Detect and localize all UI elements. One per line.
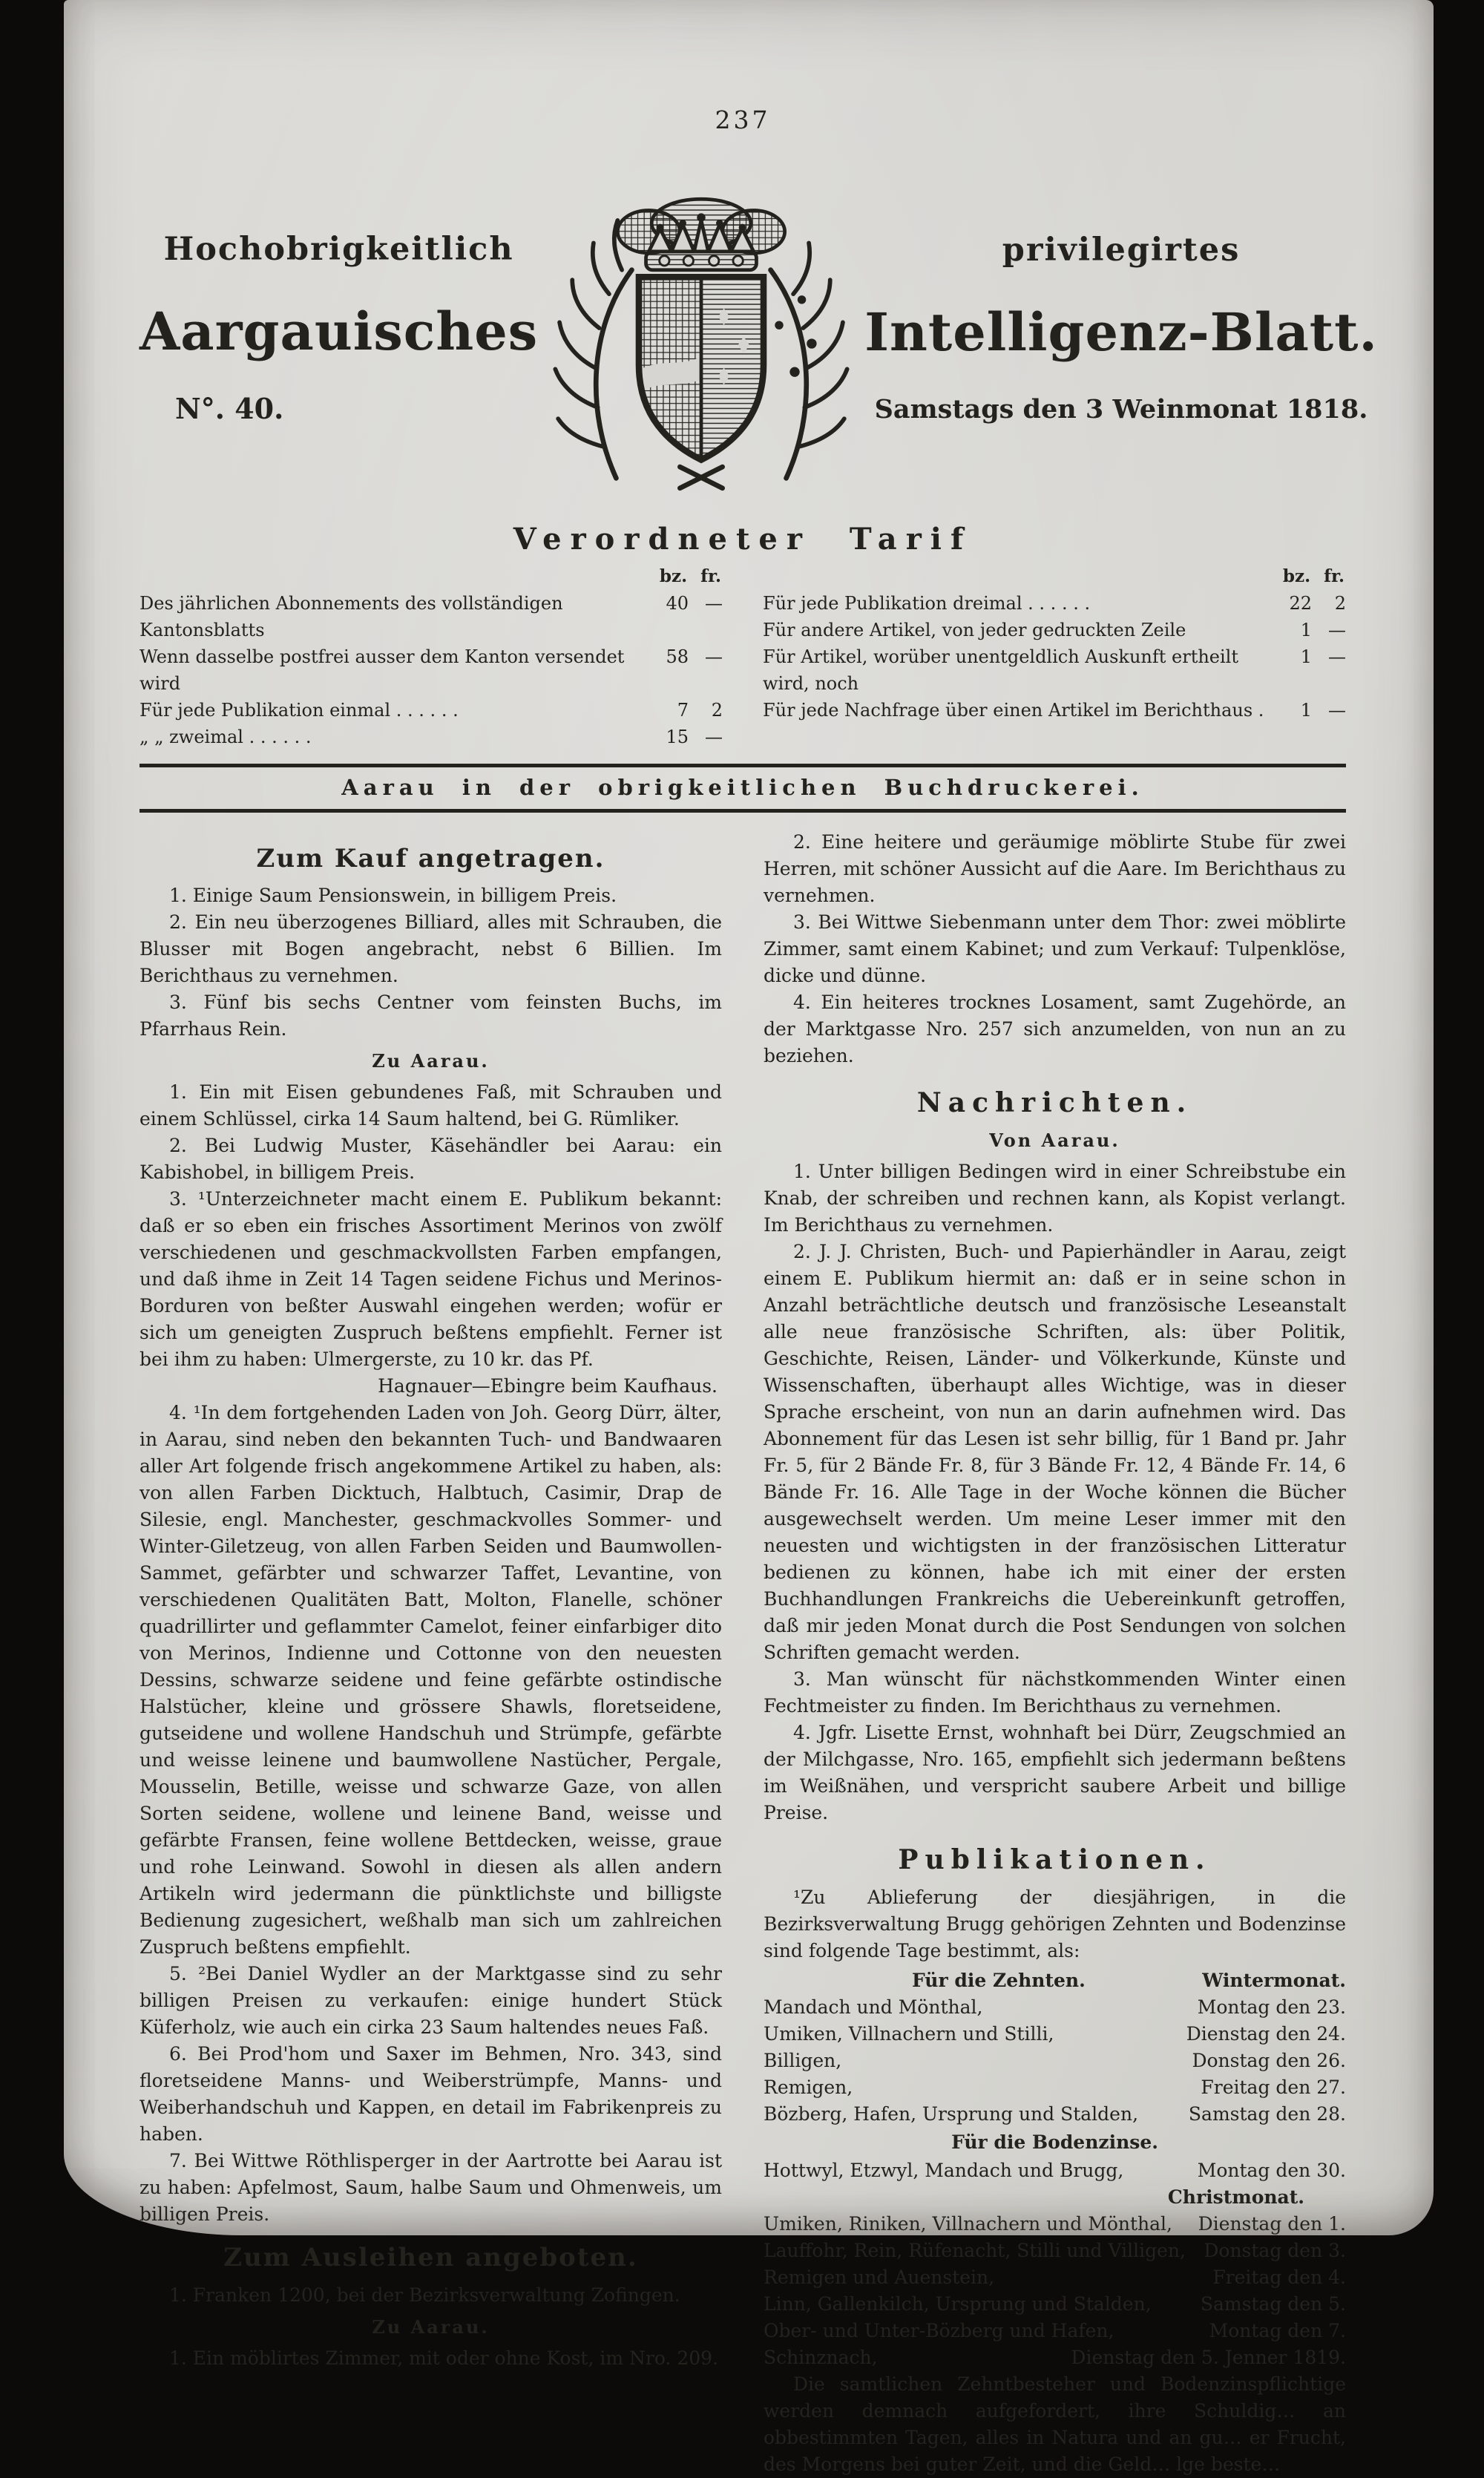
masthead-title-left: Aargauisches <box>139 301 539 362</box>
imprint-banner <box>139 764 1346 813</box>
issue-number: N°. 40. <box>175 392 284 425</box>
block-text: 4. ¹In dem fortgehenden Laden von Joh. Georg Dürr, älter, in Aarau, sind neben den bekannten Tuch- und Bandwaaren aller Art folgende frisch angekommene Artikel zu haben, als: von allen Farben Dicktuch, Halbtuch, Casimir, Drap de Silesie, engl. Manchester, geschmackvolles Sommer- und Winter-Giletzeug, von allen Farben Seiden und Baumwollen-Sammet, gefärbter und schwarzer Taffet, Levantine, von verschiedenen Qualitäten Batt, Molton, Flanelle, schöner quadrillirter und geflammter Camelot, feiner einfarbiger dito von Merinos, Indienne und Cottonne von den neuesten Dessins, schwarze seidene und feine gefärbte ostindische Halstücher, kleine und grössere Shawls, floretseidene, gutseidene und wollene Handschuh und Strümpfe, gefärbte und weisse leinene und baumwollene Nastücher, Pergale, Mousselin, Betille, weisse und schwarze Gaze, von allen Sorten seidene, wollene und leinene Band, weisse und gefärbte Fransen, feine wollene Bettdecken, weisse, graue und rohe Leinwand. Sowohl in diesen als allen andern Artikeln wird jedermann die pünktlichste und billigste Bedienung zugesichert, weßhalb man sich um zahlreichen Zuspruch beßtens empfiehlt. <box>139 1402 722 1958</box>
tariff-row <box>139 724 723 750</box>
block-date: Donstag den 26. <box>1192 2049 1346 2071</box>
block-text: 3. Fünf bis sechs Centner vom feinsten Buchs, im Pfarrhaus Rein. <box>139 991 722 1040</box>
block-text: Für die Bodenzinse. <box>951 2131 1158 2153</box>
block-text: Remigen und Auenstein, <box>764 2266 995 2288</box>
block-text: 2. Eine heitere und geräumige möblirte Stube für zwei Herren, mit schöner Aussicht auf die Aare. Im Berichthaus zu vernehmen. <box>764 830 1346 906</box>
block-text: Christmonat. <box>1167 2186 1304 2208</box>
block-date: Freitag den 27. <box>1201 2076 1346 2098</box>
block-date: Dienstag den 24. <box>1186 2022 1346 2045</box>
text-block <box>764 2211 1346 2238</box>
block-text: Umiken, Villnachern und Stilli, <box>764 2022 1054 2045</box>
tariff-row-bz: 1 <box>1300 646 1312 667</box>
block-date: Samstag den 5. <box>1200 2292 1346 2315</box>
masthead-kicker-left: Hochobrigkeitlich <box>163 231 514 268</box>
tariff-row-label: Des jährlichen Abonnements des vollständigen Kantonsblatts <box>139 592 563 640</box>
text-block <box>764 2371 1346 2478</box>
tariff-right-units <box>763 564 1346 590</box>
tariff-row <box>763 643 1346 697</box>
tariff-row-bz: 40 <box>666 592 689 614</box>
text-block <box>139 1049 722 1075</box>
tariff-header-fr: fr. <box>1324 566 1345 586</box>
block-text: 6. Bei Prod'hom und Saxer im Behmen, Nro. 343, sind floretseidene Manns- und Weiberstrümpfe, Manns- und Weiberhandschuh und Kappen, en detail im Fabrikenpreis zu haben. <box>139 2043 722 2145</box>
text-block <box>764 1128 1346 1154</box>
block-text: 1. Ein mit Eisen gebundenes Faß, mit Schrauben und einem Schlüssel, cirka 14 Saum haltend, bei G. Rümliker. <box>139 1081 722 1130</box>
block-text: Die samtlichen Zehntbesteher und Bodenzinspflichtige werden demnach aufgefordert, ihre Schuldig… an obbestimmten Tagen, alles in Natura und an gu… er Frucht, des Morgens bei guter Zeit, und die Geld… lge beste… <box>764 2373 1346 2475</box>
block-text: Billigen, <box>764 2049 842 2071</box>
text-block <box>764 2074 1346 2101</box>
left-column <box>139 829 722 2478</box>
text-block <box>139 2315 722 2341</box>
text-block <box>139 2240 722 2276</box>
text-block <box>139 1186 722 1373</box>
tariff-row-bz: 58 <box>666 646 689 667</box>
tariff-row <box>139 643 723 697</box>
block-text: Publikationen. <box>898 1843 1212 1875</box>
block-text: Von Aarau. <box>989 1130 1120 1152</box>
block-text: Ober- und Unter-Bözberg und Hafen, <box>764 2319 1114 2341</box>
text-block <box>764 1720 1346 1826</box>
text-block <box>764 2129 1346 2156</box>
text-block <box>764 2048 1346 2074</box>
text-block <box>139 1079 722 1133</box>
text-block <box>764 2291 1346 2318</box>
block-text: Schinznach, <box>764 2346 878 2368</box>
right-column <box>764 829 1346 2478</box>
block-text: 2. Bei Ludwig Muster, Käsehändler bei Aarau: ein Kabishobel, in billigem Preis. <box>139 1135 722 1183</box>
tariff-row <box>763 590 1346 617</box>
block-text: Lauffohr, Rein, Rüfenacht, Stilli und Villigen, <box>764 2239 1186 2261</box>
imprint-text: Aarau in der obrigkeitlichen Buchdruckerei. <box>341 774 1144 800</box>
text-block <box>764 909 1346 989</box>
tariff-row-bz: 7 <box>677 699 689 721</box>
block-text: Für die Zehnten. <box>912 1969 1086 1991</box>
page-content <box>64 0 1434 2475</box>
text-block <box>764 2344 1346 2371</box>
body-columns <box>139 829 1346 2478</box>
tariff-row-fr: — <box>705 592 723 614</box>
masthead-crest <box>538 154 864 502</box>
text-block <box>139 2148 722 2228</box>
newspaper-page <box>64 0 1434 2475</box>
masthead-title-right: Intelligenz-Blatt. <box>864 301 1378 363</box>
tariff-header-bz: bz. <box>1282 566 1311 586</box>
text-block <box>764 829 1346 909</box>
block-text: 2. Ein neu überzogenes Billiard, alles mit Schrauben, die Blusser mit Bogen angebracht, nebst 6 Billien. Im Berichthaus zu vernehmen. <box>139 911 722 987</box>
tariff-row <box>139 590 723 643</box>
text-block <box>139 1133 722 1186</box>
tariff-row-label: Für jede Nachfrage über einen Artikel im Berichthaus . <box>763 699 1264 721</box>
text-block <box>764 2238 1346 2264</box>
tariff-row-bz: 22 <box>1289 592 1312 614</box>
block-date: Donstag den 3. <box>1204 2239 1346 2261</box>
text-block <box>139 2041 722 2148</box>
block-text: Zum Kauf angetragen. <box>256 843 605 873</box>
block-text: Umiken, Riniken, Villnachern und Mönthal, <box>764 2212 1172 2235</box>
tariff-row-label: Für Artikel, worüber unentgeldlich Auskunft ertheilt wird, noch <box>763 646 1239 694</box>
text-block <box>764 1994 1346 2021</box>
block-date: Montag den 23. <box>1197 1996 1346 2018</box>
text-block <box>764 2184 1346 2211</box>
block-text: Remigen, <box>764 2076 853 2098</box>
block-text: 1. Unter billigen Bedingen wird in einer Schreibstube ein Knab, der schreiben und rechnen kann, als Kopist verlangt. Im Berichthaus zu vernehmen. <box>764 1160 1346 1236</box>
tariff-header-bz: bz. <box>659 566 688 586</box>
block-text: 4. Jgfr. Lisette Ernst, wohnhaft bei Dürr, Zeugschmied an der Milchgasse, Nro. 165, empfiehlt sich jedermann beßtens im Weißnähen, und verspricht saubere Arbeit und billige Preise. <box>764 1721 1346 1823</box>
text-block <box>764 1666 1346 1720</box>
text-block <box>764 1967 1346 1994</box>
block-text: Bözberg, Hafen, Ursprung und Stalden, <box>764 2102 1139 2125</box>
masthead <box>139 154 1378 502</box>
block-text: 3. Bei Wittwe Siebenmann unter dem Thor: zwei möblirte Zimmer, samt einem Kabinet; und zum Verkauf: Tulpenklöse, dicke und dünne. <box>764 911 1346 986</box>
text-block <box>764 1841 1346 1880</box>
tariff-row-label: „ „ zweimal . . . . . . <box>139 726 312 747</box>
block-date: Freitag den 4. <box>1212 2266 1346 2288</box>
text-block <box>764 2264 1346 2291</box>
tariff-row-bz: 1 <box>1300 699 1312 721</box>
tariff-row-label: Für andere Artikel, von jeder gedruckten Zeile <box>763 619 1186 640</box>
block-text: Zum Ausleihen angeboten. <box>223 2243 638 2272</box>
tariff-right <box>763 564 1346 750</box>
tariff-table <box>139 564 1346 750</box>
text-block <box>139 909 722 989</box>
tariff-row <box>763 617 1346 643</box>
text-block <box>764 1158 1346 1239</box>
tariff-title: Verordneter Tarif <box>513 522 973 557</box>
block-text: 5. ²Bei Daniel Wydler an der Marktgasse sind zu sehr billigen Preisen zu verkaufen: einige hundert Stück Küferholz, wie auch ein cirka 23 Saum haltendes neues Faß. <box>139 1963 722 2038</box>
tariff-row-bz: 15 <box>666 726 689 747</box>
block-date: Montag den 30. <box>1197 2159 1346 2181</box>
block-date: Wintermonat. <box>1202 1969 1346 1991</box>
issue-date: Samstags den 3 Weinmonat 1818. <box>874 394 1368 425</box>
block-text: 3. ¹Unterzeichneter macht einem E. Publikum bekannt: daß er so eben ein frisches Assortiment Merinos von zwölf verschiedenen und geschmackvollsten Farben empfangen, und daß ihme in Zeit 14 Tagen seidene Fichus und Merinos-Borduren von beßter Auswahl eingehen werden; wofür er sich um geneigten Zuspruch beßtens empfiehlt. Ferner ist bei ihm zu haben: Ulmergerste, zu 10 kr. das Pf. <box>139 1188 722 1370</box>
tariff-row-bz: 1 <box>1300 619 1312 640</box>
text-block <box>764 2021 1346 2048</box>
text-block <box>764 2101 1346 2128</box>
block-date: Samstag den 28. <box>1188 2102 1346 2125</box>
block-text: Linn, Gallenkilch, Ursprung und Stalden, <box>764 2292 1152 2315</box>
masthead-right <box>864 232 1378 425</box>
tariff-row-fr: — <box>1328 646 1346 667</box>
tariff-row <box>139 697 723 724</box>
masthead-kicker-right: privilegirtes <box>1002 232 1241 269</box>
text-block <box>139 841 722 877</box>
tariff-row-fr: — <box>705 646 723 667</box>
block-text: Nachrichten. <box>916 1086 1193 1118</box>
text-block <box>764 989 1346 1069</box>
tariff-left-units <box>139 564 723 590</box>
block-text: Hagnauer—Ebingre beim Kaufhaus. <box>378 1375 718 1397</box>
block-text: 1. Franken 1200, bei der Bezirksverwaltung Zofingen. <box>169 2284 680 2306</box>
tariff-row-fr: — <box>705 726 723 747</box>
tariff-row-fr: — <box>1328 619 1346 640</box>
text-block <box>764 2318 1346 2344</box>
block-text: Mandach und Mönthal, <box>764 1996 983 2018</box>
block-text: 1. Einige Saum Pensionswein, in billigem Preis. <box>169 885 617 907</box>
tariff-row-label: Wenn dasselbe postfrei ausser dem Kanton versendet wird <box>139 646 625 694</box>
text-block <box>139 1373 722 1400</box>
block-date: Dienstag den 5. Jenner 1819. <box>1071 2346 1346 2368</box>
block-text: ¹Zu Ablieferung der diesjährigen, in die Bezirksverwaltung Brugg gehörigen Zehnten und Bodenzinse sind folgende Tage bestimmt, als: <box>764 1886 1346 1961</box>
tariff-row-fr: 2 <box>711 699 723 721</box>
tariff-row-fr: 2 <box>1334 592 1346 614</box>
tariff-row-label: Für jede Publikation dreimal . . . . . . <box>763 592 1091 614</box>
text-block <box>764 1239 1346 1666</box>
block-date: Dienstag den 1. <box>1198 2212 1346 2235</box>
text-block <box>764 1084 1346 1123</box>
block-text: Zu Aarau. <box>372 2315 490 2338</box>
block-text: 2. J. J. Christen, Buch- und Papierhändler in Aarau, zeigt einem E. Publikum hiermit an: daß er in seine schon in Anzahl beträchtliche deutsch und französische Leseanstalt alle neue französische Schriften, als: über Politik, Geschichte, Reisen, Länder- und Völkerkunde, Künste und Wissenschaften, überhaupt alles Wichtige, was in dieser Sprache erscheint, von nun an darin aufnehmen wird. Das Abonnement für das Lesen ist sehr billig, für 1 Band pr. Jahr Fr. 5, für 2 Bände Fr. 8, für 3 Bände Fr. 12, 4 Bände Fr. 14, 6 Bände Fr. 16. Alle Tage in der Woche können die Bücher ausgewechselt werden. Um meine Leser immer mit den neuesten und wichtigsten in der französischen Litteratur bedienen zu können, habe ich mit einer der ersten Buchhandlungen Frankreichs die Uebereinkunft getroffen, daß mir jeden Monat durch die Post Sendungen von solchen Schriften gemacht werden. <box>764 1240 1346 1663</box>
tariff-left-rows <box>139 590 723 750</box>
block-text: Hottwyl, Etzwyl, Mandach und Brugg, <box>764 2159 1124 2181</box>
block-text: 4. Ein heiteres trocknes Losament, samt Zugehörde, an der Marktgasse Nro. 257 sich anzumelden, von nun an zu beziehen. <box>764 991 1346 1066</box>
tariff-row <box>763 697 1346 724</box>
tariff-right-rows <box>763 590 1346 724</box>
block-text: 1. Ein möblirtes Zimmer, mit oder ohne Kost, im Nro. 209. <box>169 2347 718 2369</box>
text-block <box>139 2282 722 2309</box>
block-date: Montag den 7. <box>1209 2319 1346 2341</box>
text-block <box>139 882 722 909</box>
text-block <box>139 2345 722 2372</box>
tariff-row-fr: — <box>1328 699 1346 721</box>
block-text: Zu Aarau. <box>372 1050 490 1072</box>
tariff-row-label: Für jede Publikation einmal . . . . . . <box>139 699 459 721</box>
block-text: 3. Man wünscht für nächstkommenden Winter einen Fechtmeister zu finden. Im Berichthaus zu vernehmen. <box>764 1668 1346 1717</box>
text-block <box>764 2157 1346 2184</box>
tariff-header-fr: fr. <box>700 566 721 586</box>
tariff-left <box>139 564 723 750</box>
masthead-left <box>139 231 538 425</box>
text-block <box>139 1961 722 2041</box>
page-number: 237 <box>715 105 771 134</box>
block-text: 7. Bei Wittwe Röthlisperger in der Aartrotte bei Aarau ist zu haben: Apfelmost, Saum, halbe Saum und Ohmenweis, um billigen Preis. <box>139 2150 722 2225</box>
text-block <box>139 1400 722 1961</box>
cantonal-coat-of-arms-icon <box>545 154 857 502</box>
text-block <box>139 989 722 1043</box>
text-block <box>764 1884 1346 1964</box>
